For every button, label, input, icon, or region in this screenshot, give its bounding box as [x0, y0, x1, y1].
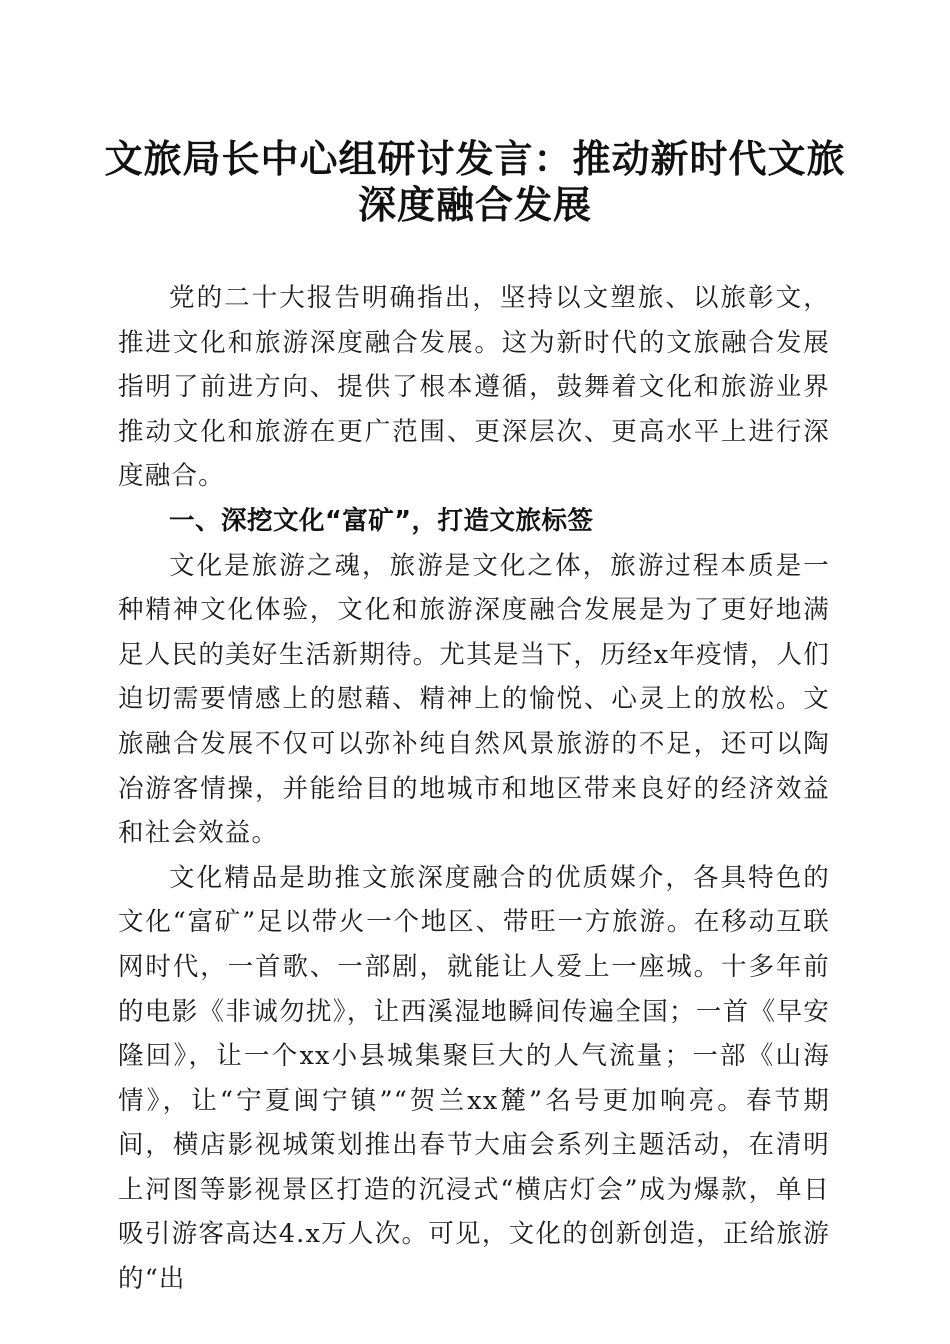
- section-heading: 一、深挖文化“富矿”，打造文旅标签: [169, 505, 594, 536]
- document-body: [118, 276, 830, 1302]
- section-paragraph: 文化精品是助推文旅深度融合的优质媒介，各具特色的文化“富矿”足以带火一个地区、带旺一方旅游。在移动互联网时代，一首歌、一部剧，就能让人爱上一座城。十多年前的电影《非诚勿扰》，让西溪湿地瞬间传遍全国；一首《早安隆回》，让一个xx小县城集聚巨大的人气流量；一部《山海情》，让“宁夏闽宁镇”“贺兰xx麓”名号更加响亮。春节期间，横店影视城策划推出春节大庙会系列主题活动，在清明上河图等影视景区打造的沉浸式“横店灯会”成为爆款，单日吸引游客高达4.x万人次。可见，文化的创新创造，正给旅游的“出: [118, 862, 830, 1295]
- document-title: 文旅局长中心组研讨发言：推动新时代文旅深度融合发展: [104, 136, 846, 227]
- section-paragraph: 文化是旅游之魂，旅游是文化之体，旅游过程本质是一种精神文化体验，文化和旅游深度融合发展是为了更好地满足人民的美好生活新期待。尤其是当下，历经x年疫情，人们迫切需要情感上的慰藉、精神上的愉悦、心灵上的放松。文旅融合发展不仅可以弥补纯自然风景旅游的不足，还可以陶冶游客情操，并能给目的地城市和地区带来良好的经济效益和社会效益。: [118, 550, 830, 849]
- intro-paragraph: 党的二十大报告明确指出，坚持以文塑旅、以旅彰文，推进文化和旅游深度融合发展。这为新时代的文旅融合发展指明了前进方向、提供了根本遵循，鼓舞着文化和旅游业界推动文化和旅游在更广范围、更深层次、更高水平上进行深度融合。: [118, 283, 830, 492]
